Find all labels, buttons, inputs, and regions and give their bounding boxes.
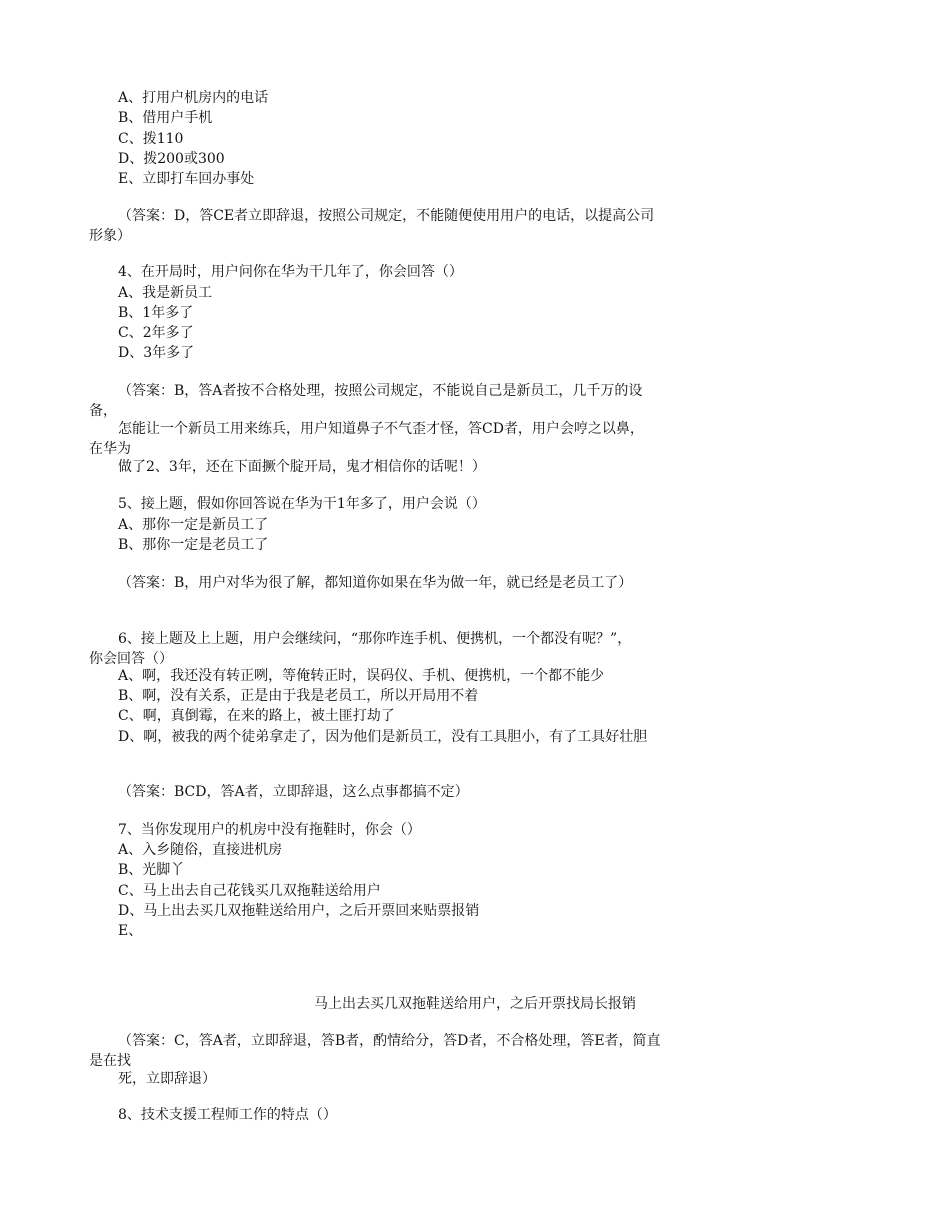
q4-answer-line5: 做了2、3年，还在下面撅个腚开局，鬼才相信你的话呢！） <box>118 459 486 475</box>
q4-answer-line4: 在华为 <box>89 441 131 457</box>
q3-option-a: A、打用户机房内的电话 <box>118 90 269 106</box>
q7-option-d: D、马上出去买几双拖鞋送给用户，之后开票回来贴票报销 <box>118 903 480 919</box>
q7-option-b: B、光脚丫 <box>118 862 185 878</box>
q7-option-c: C、马上出去自己花钱买几双拖鞋送给用户 <box>118 883 381 899</box>
q4-option-a: A、我是新员工 <box>118 285 213 301</box>
q7-option-e-text: 马上出去买几双拖鞋送给用户，之后开票找局长报销 <box>314 996 636 1012</box>
q7-answer-line1: （答案：C，答A者，立即辞退，答B者，酌情给分，答D者，不合格处理，答E者，简直 <box>118 1033 661 1049</box>
q6-question-line1: 6、接上题及上上题，用户会继续问，“那你咋连手机、便携机，一个都没有呢？”， <box>118 631 632 647</box>
q5-answer: （答案：B，用户对华为很了解，都知道你如果在华为做一年，就已经是老员工了） <box>118 575 633 591</box>
q6-answer: （答案：BCD，答A者，立即辞退，这么点事都搞不定） <box>118 784 469 800</box>
q6-option-d: D、啊，被我的两个徒弟拿走了，因为他们是新员工，没有工具胆小，有了工具好壮胆 <box>118 729 648 745</box>
q3-option-b: B、借用户手机 <box>118 110 213 126</box>
q5-question: 5、接上题，假如你回答说在华为干1年多了，用户会说（） <box>118 496 486 512</box>
q4-answer-line3: 怎能让一个新员工用来练兵，用户知道鼻子不气歪才怪，答CD者，用户会哼之以鼻， <box>118 421 644 437</box>
q4-option-c: C、2年多了 <box>118 325 194 341</box>
q7-option-e: E、 <box>118 923 143 939</box>
q7-option-a: A、入乡随俗，直接进机房 <box>118 842 283 858</box>
q6-question-line2: 你会回答（） <box>89 651 173 667</box>
q3-answer-line1: （答案：D，答CE者立即辞退，按照公司规定，不能随便使用用户的电话，以提高公司 <box>118 208 655 224</box>
q7-answer-line3: 死，立即辞退） <box>118 1071 216 1087</box>
q7-answer-line2: 是在找 <box>89 1053 131 1069</box>
q5-option-a: A、那你一定是新员工了 <box>118 517 269 533</box>
q4-answer-line2: 备， <box>89 403 117 419</box>
q6-option-c: C、啊，真倒霉，在来的路上，被土匪打劫了 <box>118 708 395 724</box>
q3-answer-line2: 形象） <box>89 228 131 244</box>
q4-question: 4、在开局时，用户问你在华为干几年了，你会回答（） <box>118 264 463 280</box>
q5-option-b: B、那你一定是老员工了 <box>118 537 269 553</box>
q4-option-b: B、1年多了 <box>118 305 194 321</box>
q8-question: 8、技术支援工程师工作的特点（） <box>118 1107 337 1123</box>
q3-option-d: D、拨200或300 <box>118 151 225 167</box>
q6-option-b: B、啊，没有关系，正是由于我是老员工，所以开局用不着 <box>118 688 479 704</box>
q7-question: 7、当你发现用户的机房中没有拖鞋时，你会（） <box>118 822 421 838</box>
q3-option-e: E、立即打车回办事处 <box>118 171 255 187</box>
q4-answer-line1: （答案：B，答A者按不合格处理，按照公司规定，不能说自己是新员工，几千万的设 <box>118 383 643 399</box>
q6-option-a: A、啊，我还没有转正咧，等俺转正时，误码仪、手机、便携机，一个都不能少 <box>118 668 605 684</box>
q4-option-d: D、3年多了 <box>118 345 195 361</box>
q3-option-c: C、拨110 <box>118 131 184 147</box>
